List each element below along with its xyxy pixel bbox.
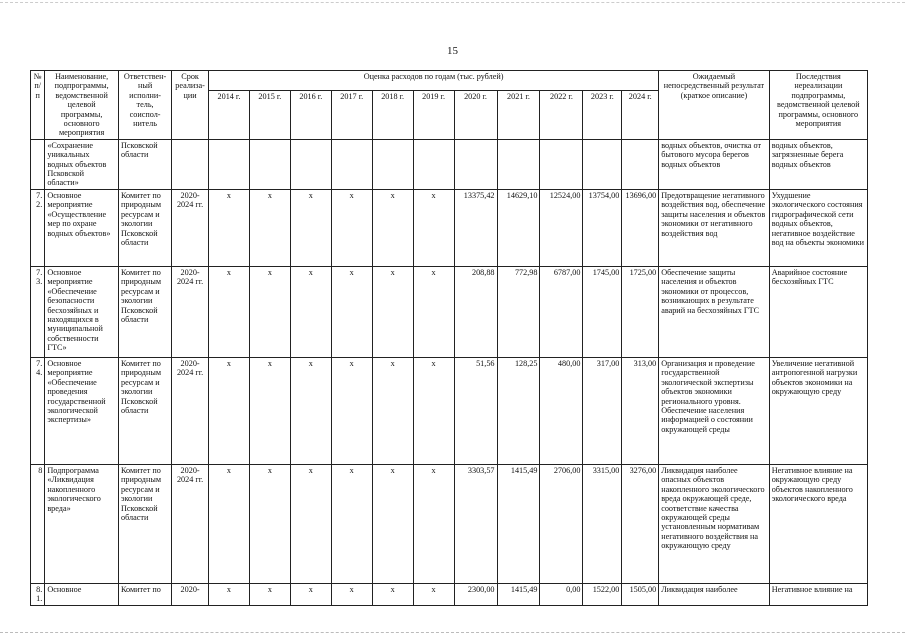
row-name: Основное — [45, 583, 119, 605]
table-row — [31, 266, 868, 357]
row-num: 8 — [31, 464, 45, 583]
row-value: x — [290, 266, 331, 357]
row-name: Подпрограмма «Ликвидация накопленного экологического вреда» — [45, 464, 119, 583]
row-responsible: Комитет по природным ресурсам и экологии Псковской области — [118, 464, 171, 583]
row-value: x — [372, 189, 413, 266]
row-value: 1415,49 — [497, 583, 540, 605]
row-value: x — [290, 189, 331, 266]
header-year: 2018 г. — [372, 90, 413, 139]
row-value: 1505,00 — [622, 583, 659, 605]
header-year: 2021 г. — [497, 90, 540, 139]
header-row-1 — [31, 71, 868, 91]
row-value: 3315,00 — [583, 464, 622, 583]
table-row — [31, 464, 868, 583]
row-num: 7.2. — [31, 189, 45, 266]
row-value: x — [290, 464, 331, 583]
row-value — [454, 139, 497, 189]
row-name: Основное мероприятие «Обеспечение проведения государственной экологической экспертизы» — [45, 357, 119, 464]
header-expenses-title: Оценка расходов по годам (тыс. рублей) — [209, 71, 659, 91]
row-value: 0,00 — [540, 583, 583, 605]
row-name: Основное мероприятие «Обеспечение безопасности бесхозяйных и находящихся в муниципальной собственности ГТС» — [45, 266, 119, 357]
scan-top-edge — [0, 2, 905, 4]
row-consequences: водных объектов, загрязненные берега водных объектов — [769, 139, 867, 189]
row-responsible: Комитет по природным ресурсам и экологии Псковской области — [118, 357, 171, 464]
row-responsible: Псковской области — [118, 139, 171, 189]
header-year: 2022 г. — [540, 90, 583, 139]
row-value: 13754,00 — [583, 189, 622, 266]
row-name: «Сохранение уникальных водных объектов Псковской области» — [45, 139, 119, 189]
row-value: x — [290, 357, 331, 464]
row-num: 7.4. — [31, 357, 45, 464]
row-value: x — [372, 266, 413, 357]
row-value — [540, 139, 583, 189]
row-num: 7.3. — [31, 266, 45, 357]
row-result: Организация и проведение государственной экологической экспертизы объектов экономики регионального уровня. Обеспечение населения информацией о состоянии окружающей среды — [659, 357, 770, 464]
row-value: x — [209, 357, 250, 464]
row-num — [31, 139, 45, 189]
table-row — [31, 357, 868, 464]
row-value: x — [413, 266, 454, 357]
row-value: x — [249, 357, 290, 464]
header-year: 2015 г. — [249, 90, 290, 139]
header-term: Срок реализа- ции — [172, 71, 209, 140]
row-term: 2020-2024 гг. — [172, 266, 209, 357]
table-row — [31, 583, 868, 605]
row-result: Ликвидация наиболее — [659, 583, 770, 605]
row-value: x — [331, 189, 372, 266]
header-year: 2024 г. — [622, 90, 659, 139]
row-value: x — [249, 266, 290, 357]
header-year: 2020 г. — [454, 90, 497, 139]
row-responsible: Комитет по природным ресурсам и экологии Псковской области — [118, 189, 171, 266]
row-value: 2300,00 — [454, 583, 497, 605]
row-consequences: Аварийное состояние бесхозяйных ГТС — [769, 266, 867, 357]
row-value — [249, 139, 290, 189]
row-value: 1725,00 — [622, 266, 659, 357]
page-number: 15 — [447, 45, 458, 57]
header-consequences: Последствия нереализации подпрограммы, ведомственной целевой программы, основного мероприятия — [769, 71, 867, 140]
row-value: 6787,00 — [540, 266, 583, 357]
scan-bottom-edge — [0, 632, 905, 634]
row-responsible: Комитет по природным ресурсам и экологии Псковской области — [118, 266, 171, 357]
row-value: x — [372, 357, 413, 464]
row-value: x — [413, 357, 454, 464]
row-value — [372, 139, 413, 189]
row-value: 3276,00 — [622, 464, 659, 583]
row-value: 1745,00 — [583, 266, 622, 357]
row-term — [172, 139, 209, 189]
row-value — [331, 139, 372, 189]
row-value — [622, 139, 659, 189]
header-result: Ожидаемый непосредственный результат (краткое описание) — [659, 71, 770, 140]
row-value — [290, 139, 331, 189]
row-consequences: Увеличение негативной антропогенной нагрузки объектов экономики на окружающую среду — [769, 357, 867, 464]
row-value: 12524,00 — [540, 189, 583, 266]
row-consequences: Негативное влияние на — [769, 583, 867, 605]
row-name: Основное мероприятие «Осуществление мер по охране водных объектов» — [45, 189, 119, 266]
row-value — [209, 139, 250, 189]
row-value: 13375,42 — [454, 189, 497, 266]
row-responsible: Комитет по — [118, 583, 171, 605]
row-value: x — [372, 583, 413, 605]
row-value: x — [249, 583, 290, 605]
row-value: 13696,00 — [622, 189, 659, 266]
header-name: Наименование, подпрограммы, ведомственной целевой программы, основного мероприятия — [45, 71, 119, 140]
header-num: № п/п — [31, 71, 45, 140]
row-result: Предотвращение негативного воздействия вод, обеспечение защиты населения и объектов экономики от негативного воздействия вод — [659, 189, 770, 266]
header-year: 2017 г. — [331, 90, 372, 139]
row-value: x — [209, 464, 250, 583]
table-row — [31, 139, 868, 189]
row-value: x — [209, 266, 250, 357]
row-value: 1522,00 — [583, 583, 622, 605]
row-consequences: Негативное влияние на окружающую среду объектов накопленного экологического вреда — [769, 464, 867, 583]
row-result: Ликвидация наиболее опасных объектов накопленного экологического вреда окружающей среде, соответствие качества окружающей среды установленным нормативам негативного воздействия на окружающую среду — [659, 464, 770, 583]
row-value: x — [209, 189, 250, 266]
row-value: 128,25 — [497, 357, 540, 464]
header-year: 2023 г. — [583, 90, 622, 139]
header-responsible: Ответствен- ный исполни- тель, соиспол- нитель — [118, 71, 171, 140]
row-value: 51,56 — [454, 357, 497, 464]
expenses-table — [30, 70, 868, 606]
header-year: 2019 г. — [413, 90, 454, 139]
header-year: 2016 г. — [290, 90, 331, 139]
row-value: 14629,10 — [497, 189, 540, 266]
row-value: x — [290, 583, 331, 605]
row-value: 2706,00 — [540, 464, 583, 583]
row-value: x — [331, 266, 372, 357]
row-value: x — [331, 583, 372, 605]
table-row — [31, 189, 868, 266]
row-value: x — [413, 189, 454, 266]
row-value — [497, 139, 540, 189]
row-value: x — [372, 464, 413, 583]
row-term: 2020-2024 гг. — [172, 464, 209, 583]
row-value: x — [331, 464, 372, 583]
row-value: x — [331, 357, 372, 464]
row-value: 1415,49 — [497, 464, 540, 583]
row-value — [413, 139, 454, 189]
row-value: x — [209, 583, 250, 605]
row-value: 3303,57 — [454, 464, 497, 583]
row-value: x — [413, 464, 454, 583]
row-num: 8.1. — [31, 583, 45, 605]
row-value — [583, 139, 622, 189]
row-value: 208,88 — [454, 266, 497, 357]
row-term: 2020-2024 гг. — [172, 189, 209, 266]
row-value: 480,00 — [540, 357, 583, 464]
row-term: 2020- — [172, 583, 209, 605]
row-value: 772,98 — [497, 266, 540, 357]
row-value: 313,00 — [622, 357, 659, 464]
row-value: x — [249, 464, 290, 583]
header-year: 2014 г. — [209, 90, 250, 139]
row-result: водных объектов, очистка от бытового мусора берегов водных объектов — [659, 139, 770, 189]
row-result: Обеспечение защиты населения и объектов экономики от процессов, возникающих в результате аварий на бесхозяйных ГТС — [659, 266, 770, 357]
row-value: x — [249, 189, 290, 266]
row-value: x — [413, 583, 454, 605]
row-consequences: Ухудшение экологического состояния гидрографической сети водных объектов, негативное воздействие вод на объекты экономики — [769, 189, 867, 266]
row-value: 317,00 — [583, 357, 622, 464]
row-term: 2020-2024 гг. — [172, 357, 209, 464]
